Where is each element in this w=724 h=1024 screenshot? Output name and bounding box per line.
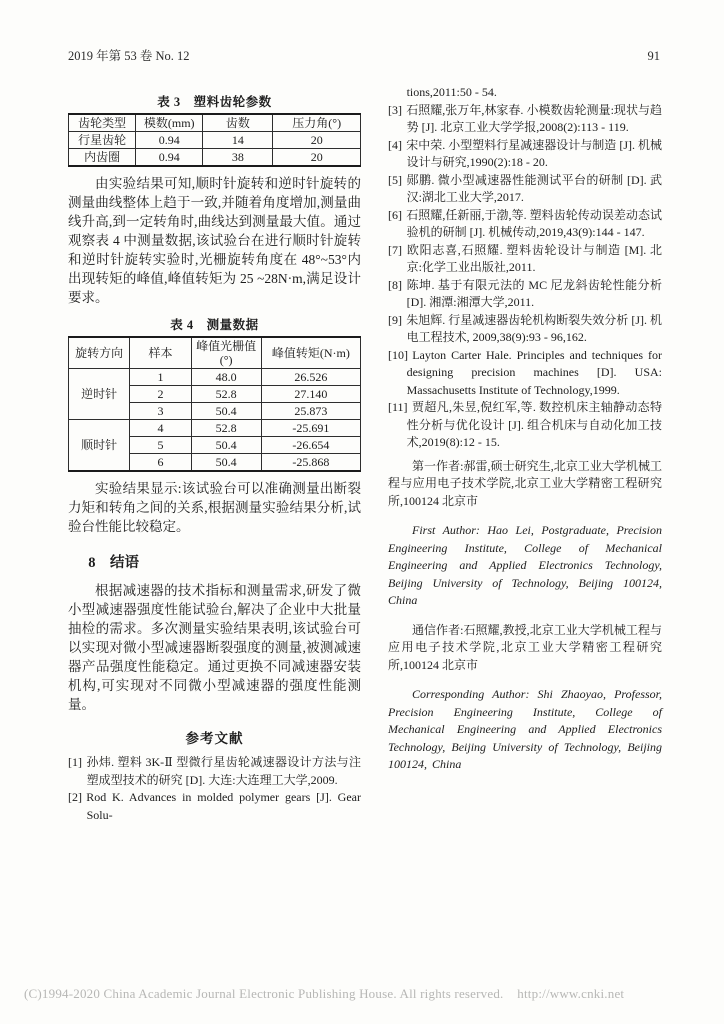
table4-cell: 26.526: [261, 369, 360, 386]
reference-text: 石照耀,张万年,林家春. 小模数齿轮测量:现状与趋势 [J]. 北京工业大学学报,2008(2):113 - 119.: [406, 102, 662, 134]
page-number: 91: [647, 49, 660, 63]
table3-row: [69, 149, 361, 167]
table4-cell: 1: [130, 369, 191, 386]
table3-header-cell: 压力角(°): [273, 114, 361, 132]
reference-text: 欧阳志喜,石照耀. 塑料齿轮设计与制造 [M]. 北京:化学工业出版社,2011.: [406, 242, 662, 274]
reference-text: 贾超凡,朱昱,倪红军,等. 数控机床主轴静动态特性分析与优化设计 [J]. 组合机床与自动化加工技术,2019(8):12 - 15.: [406, 400, 662, 449]
journal-volume-info: 2019 年第 53 卷 No. 12: [68, 49, 190, 63]
reference-text: 孙炜. 塑料 3K-Ⅱ 型微行星齿轮减速器设计方法与注塑成型技术的研究 [D]. 大连:大连理工大学,2009.: [86, 755, 361, 787]
page-header: [68, 46, 660, 64]
reference-label: [10]: [388, 347, 408, 362]
copyright-watermark: (C)1994-2020 China Academic Journal Electronic Publishing House. All rights reserved. http://www.cnki.net: [24, 986, 625, 1001]
reference-label: [6]: [388, 207, 402, 222]
references-heading: 参考文献: [185, 731, 244, 746]
reference-item: [388, 399, 662, 452]
reference-label: [9]: [388, 312, 402, 327]
reference-item: [388, 207, 662, 242]
table4-cell: 50.4: [191, 437, 261, 454]
reference-text: Layton Carter Hale. Principles and techniques for designing precision machines [D]. USA: Massachusetts Institute of Technology,1999.: [406, 347, 662, 397]
table3-cell: 0.94: [136, 132, 203, 149]
right-column: [388, 84, 662, 824]
table4-cell: -25.691: [261, 420, 360, 437]
table4-header-cell: 样本: [130, 337, 191, 369]
reference-label: [5]: [388, 172, 402, 187]
left-column: [68, 84, 361, 824]
reference-text: Rod K. Advances in molded polymer gears [J]. Gear Solu-: [86, 790, 361, 822]
reference-item: [68, 754, 361, 789]
table4-header-cell: 峰值光栅值(°): [191, 337, 261, 369]
table4-cell: 52.8: [191, 386, 261, 403]
table3-header-cell: 齿数: [203, 114, 273, 132]
table3-cell: 行星齿轮: [69, 132, 136, 149]
corresponding-author-info-cn: 通信作者:石照耀,教授,北京工业大学机械工程与应用电子技术学院,北京工业大学精密工程研究所,100124 北京市: [388, 622, 662, 672]
reference-text: 石照耀,任新丽,于渤,等. 塑料齿轮传动误差动态试验机的研制 [J]. 机械传动,2019,43(9):144 - 147.: [406, 207, 662, 239]
table3-header-cell: 模数(mm): [136, 114, 203, 132]
table4-cell: 5: [130, 437, 191, 454]
reference-label: [8]: [388, 277, 402, 292]
reference-label: [2]: [68, 790, 82, 804]
analysis-paragraph: 实验结果显示:该试验台可以准确测量出断裂力矩和转角之间的关系,根据测量实验结果分析,试验台性能比较稳定。: [68, 481, 361, 534]
reference-text: 朱旭辉. 行星减速器齿轮机构断裂失效分析 [J]. 机电工程技术, 2009,38(9):93 - 96,162.: [406, 312, 662, 344]
table3-plastic-gear-parameters: [68, 113, 361, 167]
section-title: 结语: [110, 555, 140, 571]
table3-cell: 14: [203, 132, 273, 149]
conclusion-paragraph: 根据减速器的技术指标和测量需求,研发了微小型减速器强度性能试验台,解决了企业中大批量抽检的需求。多次测量实验结果表明,该试验台可以实现对微小型减速器断裂强度的测量,被测减速器产品强度性能稳定。通过更换不同减速器安装机构,可实现对不同微小型减速器的强度性能测量。: [68, 583, 361, 712]
table4-cell: 4: [130, 420, 191, 437]
table4-cell: 2: [130, 386, 191, 403]
reference-item: [388, 102, 662, 137]
table4-row: [69, 420, 361, 437]
reference-item: [388, 137, 662, 172]
table4-cell: 50.4: [191, 454, 261, 472]
reference-label: [7]: [388, 242, 402, 257]
reference-item: [68, 789, 361, 824]
reference-item: [388, 172, 662, 207]
table4-cell: 27.140: [261, 386, 360, 403]
table4-cell: 50.4: [191, 403, 261, 420]
table4-cell: -25.868: [261, 454, 360, 472]
reference-label: [11]: [388, 400, 408, 414]
section-heading-conclusion: [68, 551, 361, 572]
reference-text: 宋中荣. 小型塑料行星减速器设计与制造 [J]. 机械设计与研究,1990(2):18 - 20.: [406, 137, 662, 169]
two-column-body: [68, 84, 662, 824]
table3-cell: 20: [273, 132, 361, 149]
reference-item: [388, 312, 662, 347]
reference-label: [3]: [388, 102, 402, 117]
table4-cell: 48.0: [191, 369, 261, 386]
table4-header-cell: 旋转方向: [69, 337, 130, 369]
table3-title: 表 3 塑料齿轮参数: [157, 95, 272, 109]
table3-cell: 0.94: [136, 149, 203, 167]
reference-label: [4]: [388, 137, 402, 152]
table4-measurement-data: [68, 336, 361, 472]
table3-cell: 内齿圈: [69, 149, 136, 167]
table4-cell: 6: [130, 454, 191, 472]
results-paragraph: 由实验结果可知,顺时针旋转和逆时针旋转的测量曲线整体上趋于一致,并随着角度增加,测量曲线升高,到一定转角时,曲线达到测量最大值。通过观察表 4 中测量数据,该试验台在进行顺时针旋转和逆时针旋转实验时,光栅旋转角度在 48°~53°内出现转矩的峰值,峰值转矩为 25 ~28N·m,满足设计要求。: [68, 176, 361, 305]
table4-direction-cell: 逆时针: [69, 369, 130, 420]
table3-header-row: [69, 114, 361, 132]
section-number: 8: [88, 555, 96, 571]
table3-row: [69, 132, 361, 149]
reference-item: [388, 277, 662, 312]
reference-continuation: tions,2011:50 - 54.: [406, 85, 497, 99]
corresponding-author-info-en: Corresponding Author: Shi Zhaoyao, Professor, Precision Engineering Institute, College of Mechanical Engineering and Applied Electronics Technology, Beijing University of Technology, Beijing 100124, China: [388, 687, 662, 771]
table4-header-cell: 峰值转矩(N·m): [261, 337, 360, 369]
table3-cell: 38: [203, 149, 273, 167]
reference-label: [1]: [68, 755, 82, 769]
table4-cell: 25.873: [261, 403, 360, 420]
table4-cell: 52.8: [191, 420, 261, 437]
table4-title: 表 4 测量数据: [170, 318, 259, 332]
first-author-info-en: First Author: Hao Lei, Postgraduate, Precision Engineering Institute, College of Mechanical Engineering and Applied Electronics Technology, Beijing University of Technology, Beijing 100124, China: [388, 523, 662, 607]
reference-item: [388, 242, 662, 277]
reference-item: [388, 347, 662, 400]
table4-direction-cell: 顺时针: [69, 420, 130, 472]
reference-text: 陈坤. 基于有限元法的 MC 尼龙斜齿轮性能分析 [D]. 湘潭:湘潭大学,2011.: [406, 277, 662, 309]
first-author-info-cn: 第一作者:郝雷,硕士研究生,北京工业大学机械工程与应用电子技术学院,北京工业大学精密工程研究所,100124 北京市: [388, 458, 662, 508]
table3-header-cell: 齿轮类型: [69, 114, 136, 132]
table4-cell: -26.654: [261, 437, 360, 454]
table3-cell: 20: [273, 149, 361, 167]
table4-row: [69, 369, 361, 386]
table4-header-row: [69, 337, 361, 369]
reference-text: 郧鹏. 微小型减速器性能测试平台的研制 [D]. 武汉:湖北工业大学,2017.: [406, 172, 662, 204]
table4-cell: 3: [130, 403, 191, 420]
